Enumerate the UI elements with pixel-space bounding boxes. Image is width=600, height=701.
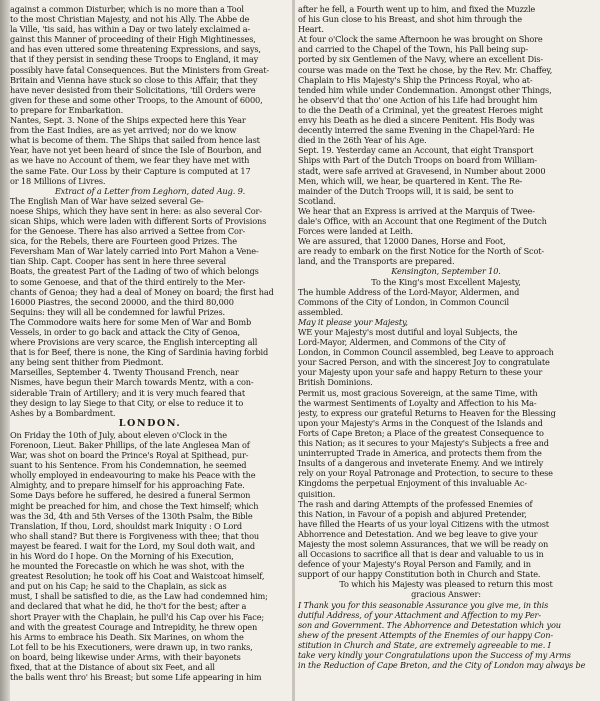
text-line: stitution in Church and State, are extremely agreeable to me. I [298,639,551,650]
text-line: gracious Answer: [411,589,481,600]
text-line: uninterrupted Trade in America, and protects them from the [298,448,542,459]
text-line: he mounted the Forecastle on which he was shot, with the [10,561,245,572]
text-line: Kensington, September 10. [391,266,501,277]
text-line: Translation, If thou, Lord, shouldst mark Iniquity : O Lord [10,520,242,531]
text-line: noese Ships, which they have sent in here: as also several Cor- [10,205,262,216]
text-line: Commons of the City of London, in Common Council [298,296,509,307]
text-line: Permit us, most gracious Sovereign, at the same Time, with [298,387,538,398]
text-line: fixed, that at the Distance of about six Feet, and all [10,662,215,672]
text-line: Chaplain to His Majesty's Ship the Princess Royal, who at- [298,74,533,85]
text-line: Scotland. [298,195,336,206]
text-line: The rash and daring Attempts of the professed Enemies of [298,498,533,509]
text-line: and with the greatest Courage and Intrepidity, he threw open [10,621,258,632]
text-line: Almighty, and to prepare himself for his approaching Fate. [10,480,245,491]
binding-edge [0,0,10,701]
text-line: greatest Resolution; he took off his Coat and Waistcoat himself, [10,571,265,582]
text-line: Marseilles, September 4. Twenty Thousand French, near [10,367,239,378]
text-line: tian Ship. Capt. Cooper has sent in here three several [10,256,226,267]
text-line: was the 3d, 4th and 5th Verses of the 130th Psalm, the Bible [10,510,253,521]
text-line: We hear that an Express is arrived at the Marquis of Twee- [298,205,535,216]
text-line: mayest be feared. I wait for the Lord, my Soul doth wait, and [10,540,255,551]
text-line: as we have no Account of them, we fear they have met with [10,155,250,166]
text-line: Majesty the most solemn Assurances, that we will be ready on [298,538,549,549]
text-line: and has even uttered some threatening Expressions, and says, [10,44,261,55]
text-line: upon your Majesty's Arms in the Conquest of the Islands and [298,417,543,428]
text-line: against a common Disturber, which is no more than a Tool [10,4,244,14]
text-line: shew of the present Attempts of the Enemies of our happy Con- [298,629,553,640]
text-line: or 18 Millions of Livres. [10,175,106,186]
text-line: la Ville, 'tis said, has within a Day or two lately exclaimed a- [10,24,251,35]
text-line: from the East Indies, are as yet arrived; nor do we know [10,125,237,136]
text-line: The English Man of War have seized several Ge- [10,195,204,206]
text-line: On Friday the 10th of July, about eleven o'Clock in the [10,429,227,440]
text-line: who shall stand? But there is Forgiveness with thee; that thou [10,530,260,541]
text-line: Lot fell to be his Executioners, were drawn up, in two ranks, [10,641,253,652]
text-line: where Provisions are very scarce, the English intercepting all [10,337,258,348]
text-line: ported by six Gentlemen of the Navy, where an excellent Dis- [298,54,543,65]
drop-cap-line: WE your Majesty's most dutiful and loyal Subjects, the [298,327,518,337]
text-line: are ready to embark on the first Notice for the North of Scot- [298,246,544,257]
text-line: died in the 26th Year of his Age. [298,135,427,146]
text-line: To the King's most Excellent Majesty, [371,276,521,287]
text-line: Extract of a Letter from Leghorn, dated Aug. 9. [54,185,246,196]
text-line: and put on his Cap; he said to the Chaplain, as sick as [10,581,227,592]
text-line: given for these and some other Troops, to the Amount of 6000, [10,94,263,105]
text-line: all Occasions to sacrifice all that is dear and valuable to us in [298,549,544,560]
text-line: sican Ships, which were laden with different Sorts of Provisions [10,215,267,226]
text-line: son and Government. The Abhorrence and Detestation which you [298,619,561,630]
text-line: Men, which will, we hear, be quartered in Kent. The Re- [298,175,523,186]
text-line: We are assured, that 12000 Danes, Horse and Foot, [298,236,506,247]
text-line: stadt, were safe arrived at Gravesend, in Number about 2000 [298,165,546,176]
text-line: must, I shall be satisfied to die, as the Law had condemned him; [10,591,268,602]
text-line: after he fell, a Fourth went up to him, and fixed the Muzzle [298,4,536,14]
text-line: 16000 Piastres, the second 20000, and the third 80,000 [10,296,234,307]
text-line: envy his Death as he died a sincere Penitent. His Body was [298,115,535,126]
text-line: they design to lay Siege to that City, or else to reduce it to [10,397,244,408]
text-line: War, was shot on board the Prince's Royal at Spithead, pur- [10,450,249,461]
text-line: London, in Common Council assembled, beg Leave to approach [298,347,554,358]
text-line: Lord-Mayor, Aldermen, and Commons of the City of [298,337,506,348]
text-line: the same Fate. Our Loss by their Capture is computed at 17 [10,165,251,176]
text-line: what is become of them. The Ships that sailed from hence last [10,135,260,146]
text-line: short Prayer with the Chaplain, he pull'd his Cap over his Face; [10,611,265,622]
text-line: this Nation, in Favour of a popish and abjured Pretender, [298,508,527,519]
text-line: this Nation; as it secures to your Majesty's Subjects a free and [298,438,549,449]
text-line: take very kindly your Congratulations upon the Success of my Arms [298,650,571,660]
text-line: chants of Genoa; they had a deal of Money on board; the first had [10,286,274,297]
text-line: in his Word do I hope. On the Morning of his Execution, [10,550,234,561]
text-line: At four o'Clock the same Afternoon he was brought on Shore [298,34,543,45]
text-line: and carried to the Chapel of the Town, his Pall being sup- [298,44,529,55]
text-line: Sequins: they will all be condemned for lawful Prizes. [10,306,225,317]
text-line: that if they persist in sending these Troops to England, it may [10,54,259,65]
text-line: sica, for the Rebels, there are Fourteen good Prizes. The [10,236,237,247]
text-line: Forenoon, Lieut. Baker Phillips, of the late Anglesea Man of [10,439,250,450]
text-line: and declared that what he did, he tho't for the best; after a [10,601,247,612]
text-line: to prepare for Embarkation. [10,104,124,115]
text-line: the warmest Sentiments of Loyalty and Affection to his Ma- [298,397,537,408]
text-line: Sept. 19. Yesterday came an Account, that eight Transport [298,145,534,156]
text-line: might be preached for him, and chose the Text himself; which [10,500,259,511]
text-line: defence of your Majesty's Royal Person and Family, and in [298,559,531,570]
text-line: Ships with Part of the Dutch Troops on board from William- [298,155,537,166]
right-column [298,4,594,701]
text-line: on board, being likewise under Arms, with their bayonets [10,651,241,662]
text-line: Nismes, have begun their March towards Mentz, with a con- [10,377,254,388]
text-line: to die the Death of a Criminal, yet the greatest Heroes might [298,104,543,115]
text-line: wholly employed in endeavouring to make his Peace with the [10,470,256,481]
text-line: support of our happy Constitution both in Church and State. [298,569,541,580]
text-line: in the Reduction of Cape Breton, and the City of London may always be [298,660,586,671]
section-heading: LONDON. [118,417,182,429]
column-divider [292,0,295,701]
text-line: decently interred the same Evening in the Chapel-Yard: He [298,125,535,136]
text-line: To which his Majesty was pleased to return this most [339,579,553,590]
text-line: course was made on the Text he chose, by the Rev. Mr. Chaffey, [298,64,553,75]
text-line: gainst this Manner of proceeding of their High Mightinesses, [10,34,256,45]
text-line: Abhorrence and Detestation. And we beg leave to give your [298,528,538,539]
text-line: Ashes by a Bombardment. [10,407,116,418]
text-line: Feversham Man of War lately carried into Port Mahon a Vene- [10,246,259,257]
text-line: have filled the Hearts of us your loyal Citizens with the utmost [298,518,549,529]
text-line: to the most Christian Majesty, and not his Ally. The Abbe de [10,14,250,25]
text-line: rely on your Royal Patronage and Protection, to secure to these [298,468,553,479]
left-column [10,4,290,701]
text-line: your Majesty upon your safe and happy Return to these your [298,367,543,378]
text-line: suant to his Sentence. From his Condemnation, he seemed [10,460,247,471]
text-line: Forts of Cape Breton; a Place of the greatest Consequence to [298,427,544,438]
text-line: dale's Office, with an Account that one Regiment of the Dutch [298,215,547,226]
text-line: have never desisted from their Solicitations, 'till Orders were [10,84,256,95]
text-line: tended him while under Condemnation. Amongst other Things, [298,84,552,95]
text-line: his Arms to embrace his Death. Six Marines, on whom the [10,631,244,642]
text-line: Forces were landed at Leith. [298,226,413,237]
text-line: your Sacred Person, and with the sincerest Joy to congratulate [298,357,550,368]
text-line: mainder of the Dutch Troops will, it is said, be sent to [298,185,514,196]
text-line: Britain and Vienna have stuck so close to this Affair, that they [10,74,258,85]
text-line: May it please your Majesty, [298,316,408,327]
text-line: Heart. [298,24,324,35]
text-line: Vessels, in order to go back and attack the City of Genoa, [10,327,240,337]
text-line: British Dominions. [298,377,373,388]
text-line: Nantes, Sept. 3. None of the Ships expected here this Year [10,115,246,126]
text-line: Kingdoms the perpetual Enjoyment of this invaluable Ac- [298,478,527,489]
text-line: jesty, to express our grateful Returns to Heaven for the Blessing [298,407,556,418]
text-line: any being sent thither from Piedmont. [10,357,164,368]
text-line: the balls went thro' his Breast; but some Life appearing in him [10,672,262,683]
text-line: possibly have fatal Consequences. But the Ministers from Great- [10,64,269,75]
text-line: I Thank you for this seasonable Assurance you give me, in this [298,599,549,610]
text-line: Year, have not yet been heard of since the Isle of Bourbon, and [10,145,262,156]
text-line: assembled. [298,306,343,317]
text-line: Insults of a dangerous and inveterate Enemy. And we intirely [298,458,544,469]
text-line: The humble Address of the Lord-Mayor, Aldermen, and [298,286,520,297]
text-line: that is for Beef, there is none, the King of Sardinia having forbid [10,347,269,358]
text-line: Some Days before he suffered, he desired a funeral Sermon [10,490,251,501]
text-line: to some Genoese, and that of the third entirely to the Mer- [10,276,246,287]
text-line: he observ'd that tho' one Action of his Life had brought him [298,94,538,105]
text-line: siderable Train of Artillery; and it is very much feared that [10,387,246,398]
text-line: of his Gun close to his Breast, and shot him through the [298,14,522,25]
text-line: land, and the Transports are prepared. [298,256,455,267]
text-line: for the Genoese. There has also arrived a Settee from Cor- [10,226,246,237]
text-line: quisition. [298,488,336,499]
text-line: dutiful Address, of your Attachment and Affection to my Per- [298,609,541,620]
text-line: Boats, the greatest Part of the Lading of two of which belongs [10,266,259,277]
text-line: The Commodore waits here for some Men of War and Bomb [10,316,252,327]
